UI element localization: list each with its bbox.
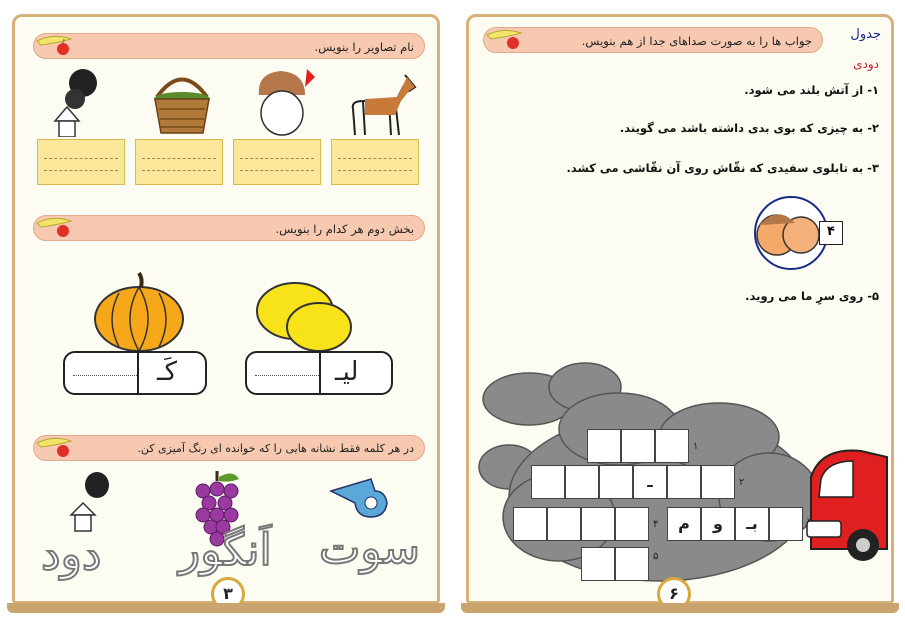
instruction-text-2: بخش دوم هر کدام را بنویس. (275, 222, 414, 236)
page-number: ۳ (211, 577, 245, 611)
puzzle-subtitle: دودی (853, 57, 879, 71)
grid-number-4: ۴ (653, 519, 659, 530)
instruction-banner-1 (33, 33, 425, 59)
right-page (466, 14, 894, 604)
grid-cell[interactable] (531, 465, 565, 499)
picture-label-box[interactable] (233, 139, 321, 185)
answer-box-lemon[interactable] (245, 351, 393, 395)
answer-box-pumpkin[interactable] (63, 351, 207, 395)
instruction-text-3: در هر کلمه فقط نشانه هایی را که خوانده ای رنگ آمیزی کن. (137, 442, 414, 455)
grid-cell[interactable] (547, 507, 581, 541)
grid-cell[interactable] (621, 429, 655, 463)
smoking-house-icon (63, 469, 123, 535)
picture-label-box[interactable] (331, 139, 419, 185)
grid-cell[interactable] (581, 547, 615, 581)
grid-cell[interactable]: ـ (633, 465, 667, 499)
instruction-banner-2 (33, 215, 425, 241)
grid-cell[interactable] (655, 429, 689, 463)
grid-cell[interactable] (599, 465, 633, 499)
left-page (12, 14, 440, 604)
instruction-text-1: نام تصاویر را بنویس. (314, 40, 414, 54)
grid-cell[interactable] (667, 465, 701, 499)
grid-cell[interactable] (581, 507, 615, 541)
smoking-house-icon (41, 65, 111, 137)
pumpkin-icon (91, 269, 187, 353)
paperclip-apple-icon (33, 31, 77, 57)
outline-word[interactable]: اَنگور (179, 525, 272, 576)
basket-icon (147, 67, 217, 137)
outline-word[interactable]: سوت (319, 523, 421, 574)
grid-cell[interactable]: بـ (735, 507, 769, 541)
clue-2: ۲- به چیزی که بوی بدی داشته باشد می گویند. (619, 121, 879, 135)
grid-cell[interactable] (565, 465, 599, 499)
given-letter: کَـ (157, 357, 177, 387)
picture-label-box[interactable] (135, 139, 223, 185)
whistle-icon (325, 471, 397, 521)
clue-1: ۱- از آتش بلند می شود. (744, 83, 879, 97)
outline-word[interactable]: دود (41, 529, 102, 580)
lemon-icon (249, 275, 359, 355)
puzzle-title: جدول (850, 27, 881, 42)
grid-cell[interactable] (701, 465, 735, 499)
given-letter: لیـ (335, 357, 359, 387)
instruction-banner (483, 27, 823, 53)
red-car-icon (791, 437, 891, 567)
grid-cell[interactable]: و (701, 507, 735, 541)
clue-4-number: ۴ (819, 221, 843, 245)
grid-cell[interactable] (615, 507, 649, 541)
grid-cell[interactable] (513, 507, 547, 541)
grid-cell[interactable] (615, 547, 649, 581)
grid-number-2: ۲ (739, 477, 745, 488)
grid-number-5: ۵ (653, 551, 659, 562)
instruction-text: جواب ها را به صورت صداهای جدا از هم بنویس. (581, 34, 812, 48)
paperclip-apple-icon (483, 25, 527, 51)
clue-3: ۳- به تابلوی سفیدی که نقّاش روی آن نقّاشی می کشد. (566, 161, 879, 175)
paperclip-apple-icon (33, 433, 77, 459)
grid-cell[interactable]: م (667, 507, 701, 541)
paperclip-apple-icon (33, 213, 77, 239)
horse-icon (345, 69, 423, 137)
clue-5: ۵- روی سرِ ما می روید. (745, 289, 879, 303)
instruction-banner-3 (33, 435, 425, 461)
grid-number-1: ۱ (693, 441, 699, 452)
face-outline-icon (245, 65, 321, 137)
grid-cell[interactable] (587, 429, 621, 463)
picture-label-box[interactable] (37, 139, 125, 185)
page-number: ۶ (657, 577, 691, 611)
